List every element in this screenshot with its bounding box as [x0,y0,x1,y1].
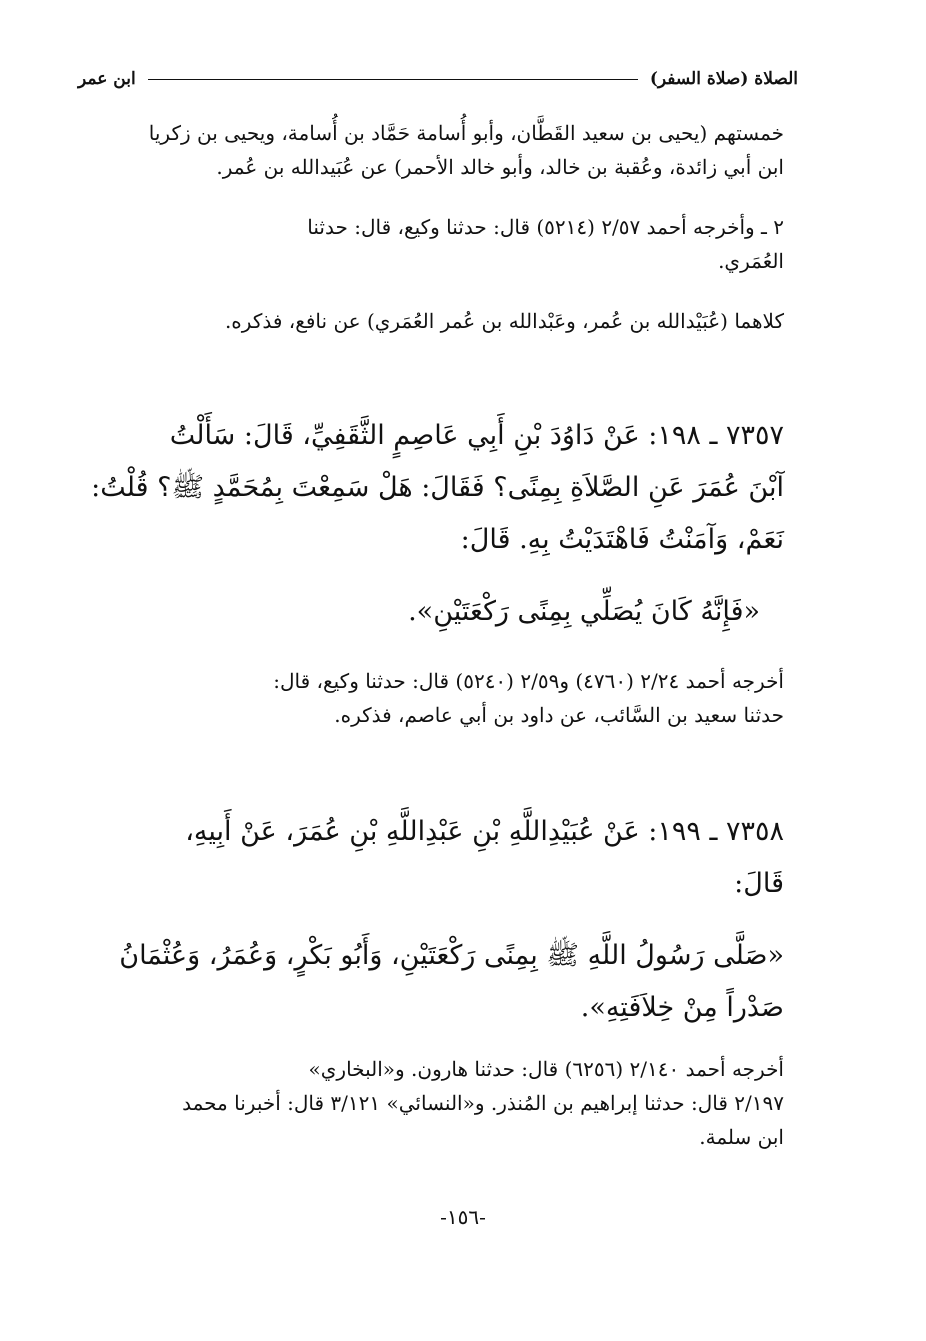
hadith-line: نَعَمْ، وَآمَنْتُ فَاهْتَدَيْتُ بِهِ. قَالَ: [460,524,784,555]
footnote-line: خمستهم (يحيى بن سعيد القَطَّان، وأبو أُسامة حَمَّاد بن أُسامة، ويحيى بن زكريا [148,121,784,145]
hadith-line: آبْنَ عُمَرَ عَنِ الصَّلاَةِ بِمِنًى؟ فَقَالَ: هَلْ سَمِعْتَ بِمُحَمَّدٍ ﷺ؟ قُلْتُ: [91,472,784,503]
footnote-line: أخرجه أحمد ٢/١٤٠ (٦٢٥٦) قال: حدثنا هارون. و«البخاري» [308,1057,784,1081]
running-header [78,62,798,96]
narrator-name: ابن عمر [78,69,136,89]
hadith-7358 [78,806,784,910]
footnote-line: العُمَري. [718,249,784,273]
footnote-takhrij-2 [78,210,784,278]
footnote-line: ٢ ـ وأخرجه أحمد ٢/٥٧ (٥٢١٤) قال: حدثنا وكيع، قال: حدثنا [307,215,784,239]
hadith-line: «صَلَّى رَسُولُ اللَّهِ ﷺ بِمِنًى رَكْعَتَيْنِ، وَأَبُو بَكْرٍ، وَعُمَرُ، وَعُثْمَانُ [119,940,784,971]
footnote-line: أخرجه أحمد ٢/٢٤ (٤٧٦٠) و٢/٥٩ (٥٢٤٠) قال: حدثنا وكيع، قال: [273,669,784,693]
footnote-line: ٢/١٩٧ قال: حدثنا إبراهيم بن المُنذر. و«النسائي» ٣/١٢١ قال: أخبرنا محمد [182,1091,784,1115]
hadith-7357-takhrij [78,664,784,732]
hadith-line: صَدْراً مِنْ خِلاَفَتِهِ». [580,992,784,1023]
footnote-line: حدثنا سعيد بن السَّائب، عن داود بن أبي عاصم، فذكره. [334,703,784,727]
footnote-summary [78,304,784,338]
footnote-sources-1 [78,116,784,184]
footnote-line: ابن سلمة. [699,1125,784,1149]
hadith-line: قَالَ: [734,868,784,899]
hadith-line: ٧٣٥٨ ـ ١٩٩: عَنْ عُبَيْدِاللَّهِ بْنِ عَبْدِاللَّهِ بْنِ عُمَرَ، عَنْ أَبِيهِ، [185,816,784,847]
hadith-7358-takhrij [78,1052,784,1154]
hadith-7357 [78,410,784,566]
chapter-title: الصلاة (صلاة السفر) [649,69,798,89]
footnote-line: كلاهما (عُبَيْدالله بن عُمر، وعَبْدالله بن عُمر العُمَري) عن نافع، فذكره. [224,309,784,333]
header-rule [148,79,638,80]
page-number: -١٥٦- [440,1205,486,1229]
hadith-line: «فَإِنَّهُ كَانَ يُصَلِّي بِمِنًى رَكْعَتَيْنِ». [408,596,760,627]
hadith-line: ٧٣٥٧ ـ ١٩٨: عَنْ دَاوُدَ بْنِ أَبِي عَاصِمٍ الثَّقَفِيِّ، قَالَ: سَأَلْتُ [169,420,784,451]
hadith-7357-matn [78,586,784,638]
footnote-line: ابن أبي زائدة، وعُقبة بن خالد، وأبو خالد الأحمر) عن عُبَيدالله بن عُمر. [216,155,784,179]
hadith-7358-matn [78,930,784,1034]
